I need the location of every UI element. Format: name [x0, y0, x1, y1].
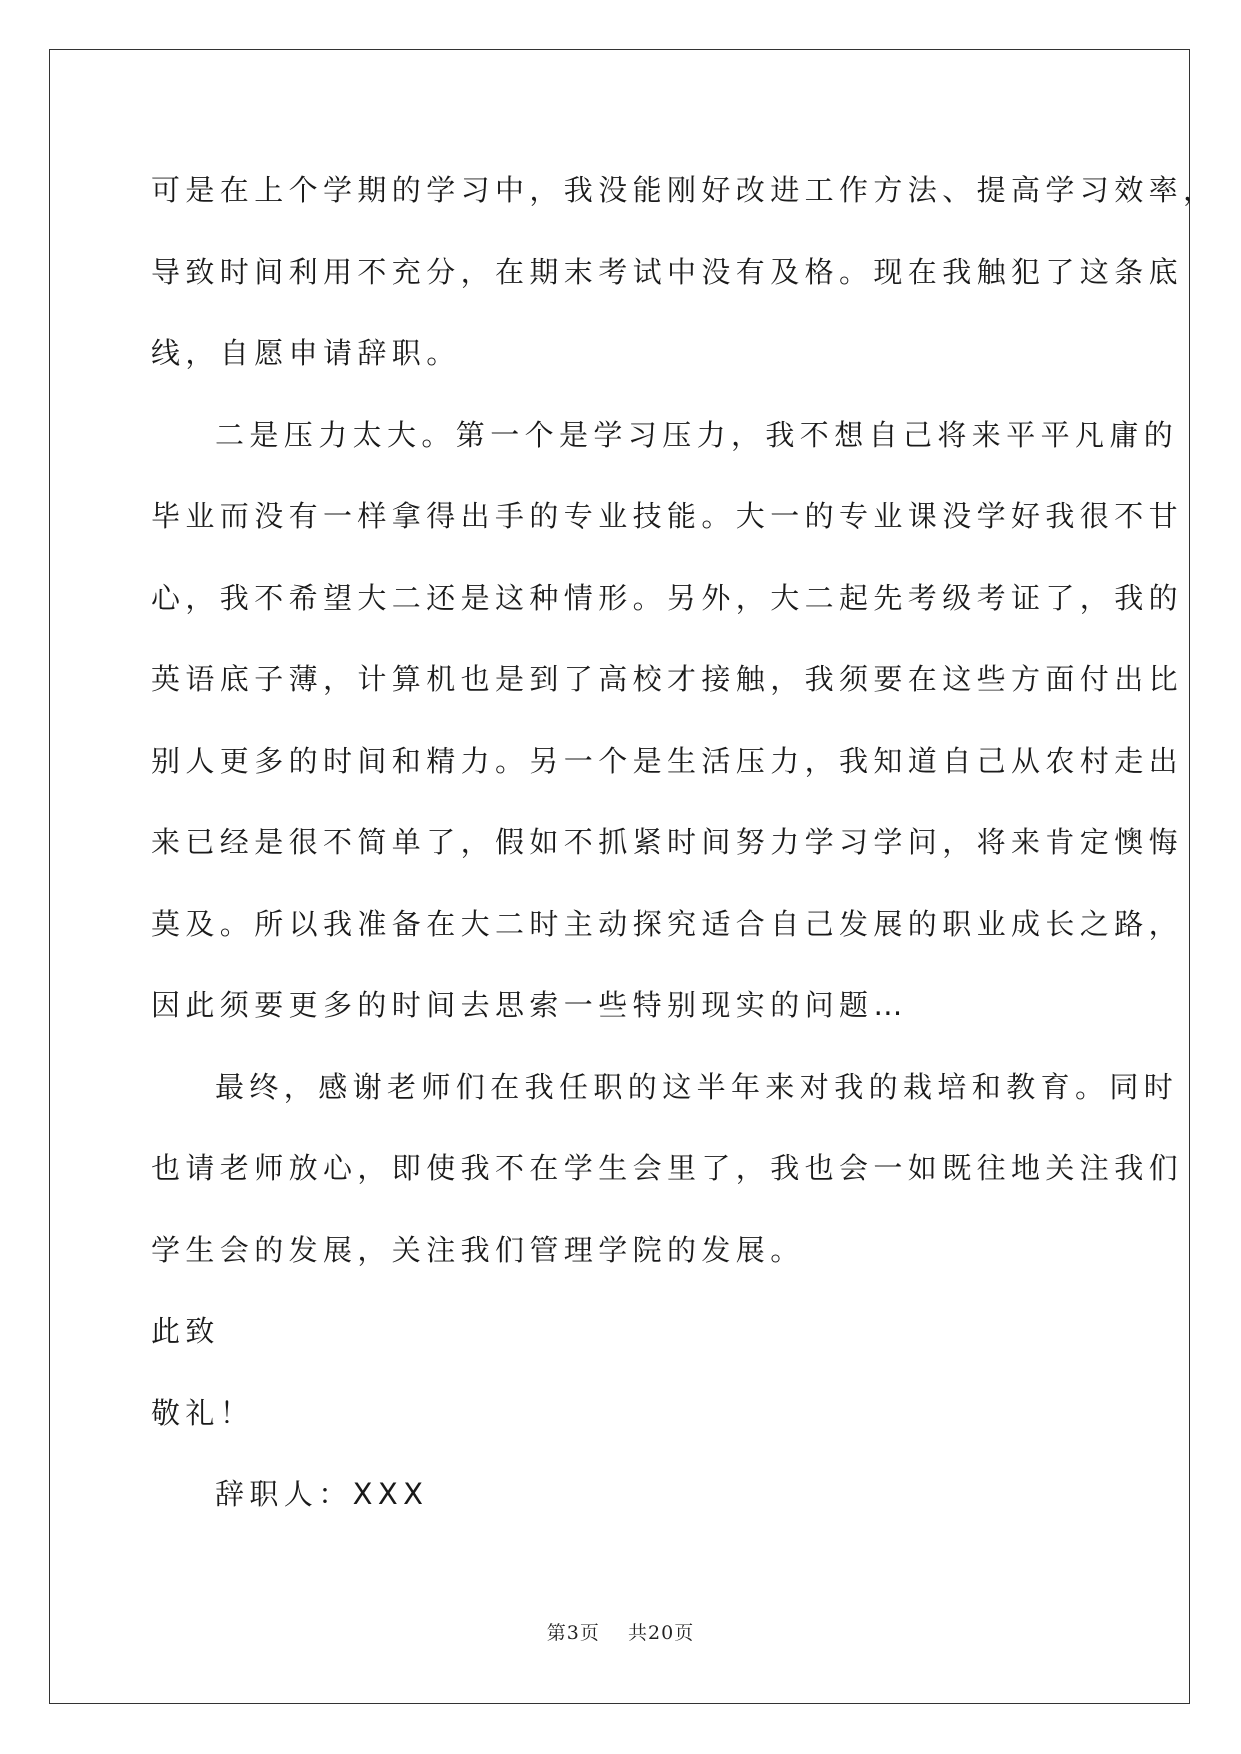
text-line: 线，自愿申请辞职。: [151, 336, 461, 370]
text-line: 学生会的发展，关注我们管理学院的发展。: [151, 1232, 805, 1267]
text-line: 毕业而没有一样拿得出手的专业技能。大一的专业课没学好我很不甘: [151, 499, 1184, 533]
signature-line: 辞职人：XXX: [215, 1477, 429, 1511]
closing-regards: 敬礼！: [151, 1395, 255, 1430]
total-label-prefix: 共: [628, 1622, 649, 1644]
total-label-suffix: 页: [674, 1622, 695, 1644]
text-line: 导致时间利用不充分，在期末考试中没有及格。现在我触犯了这条底: [151, 254, 1184, 289]
page-label-suffix: 页: [579, 1622, 600, 1644]
text-line: 英语底子薄，计算机也是到了高校才接触，我须要在这些方面付出比: [151, 662, 1184, 696]
document-body: [151, 163, 1218, 1549]
text-line: 莫及。所以我准备在大二时主动探究适合自己发展的职业成长之路，: [151, 906, 1184, 941]
current-page-number: 3: [566, 1622, 580, 1644]
text-line: 心，我不希望大二还是这种情形。另外，大二起先考级考证了，我的: [151, 580, 1184, 615]
text-line: 因此须要更多的时间去思索一些特别现实的问题…: [151, 988, 908, 1022]
text-line: 可是在上个学期的学习中，我没能刚好改进工作方法、提高学习效率，: [151, 173, 1218, 207]
text-line: 别人更多的时间和精力。另一个是生活压力，我知道自己从农村走出: [151, 743, 1184, 778]
closing-salutation: 此致: [151, 1314, 220, 1348]
text-line: 二是压力太大。第一个是学习压力，我不想自己将来平平凡庸的: [215, 417, 1179, 452]
text-line: 最终，感谢老师们在我任职的这半年来对我的栽培和教育。同时: [215, 1069, 1179, 1104]
page-label-prefix: 第: [546, 1622, 567, 1644]
text-line: 也请老师放心，即使我不在学生会里了，我也会一如既往地关注我们: [151, 1151, 1184, 1185]
total-page-count: 20: [648, 1622, 675, 1644]
page-footer: [0, 1618, 1241, 1645]
text-line: 来已经是很不简单了，假如不抓紧时间努力学习学问，将来肯定懊悔: [151, 825, 1184, 859]
